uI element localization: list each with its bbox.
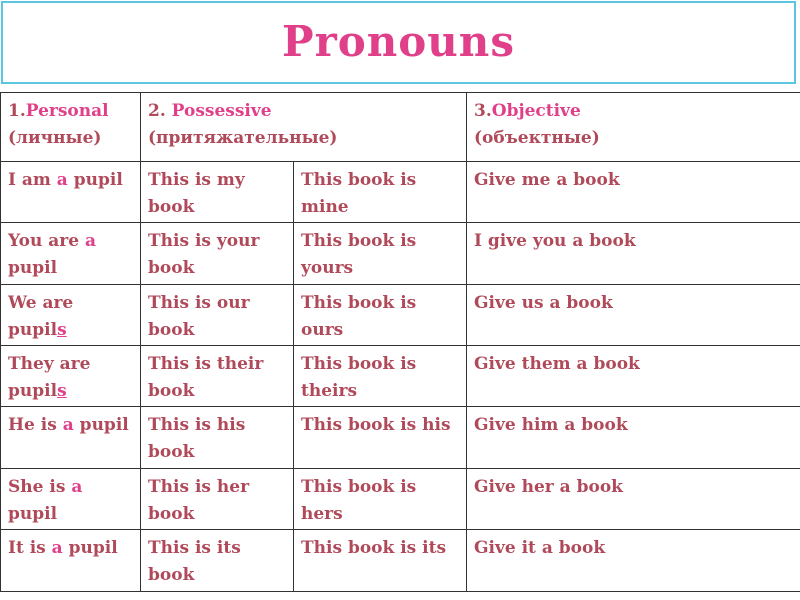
table-row: [1, 530, 800, 592]
personal-cell: [1, 284, 141, 345]
objective-cell: Give us a book: [467, 284, 800, 345]
header-objective-ru: (объектные): [474, 128, 600, 148]
personal-text: They are pupil: [8, 354, 91, 401]
possessive-pron-cell: This book is his: [294, 407, 467, 468]
header-possessive-ru: (притяжательные): [148, 128, 338, 148]
title-banner: [1, 1, 796, 84]
table-row: [1, 284, 800, 345]
header-personal-label: Personal: [25, 101, 109, 121]
possessive-adj-cell: This is your book: [141, 223, 294, 284]
personal-text-end: pupil: [8, 503, 58, 524]
header-personal: [1, 93, 141, 162]
personal-cell: [1, 346, 141, 407]
personal-cell: [1, 468, 141, 529]
personal-text-end: pupil: [8, 258, 58, 279]
article-highlight: a: [51, 538, 63, 559]
possessive-adj-cell: This is her book: [141, 468, 294, 529]
plural-suffix: s: [57, 381, 67, 401]
header-objective: [467, 93, 800, 162]
possessive-adj-cell: This is their book: [141, 346, 294, 407]
objective-cell: Give me a book: [467, 161, 800, 222]
article-highlight: a: [71, 476, 83, 497]
objective-cell: Give her a book: [467, 468, 800, 529]
possessive-adj-cell: This is our book: [141, 284, 294, 345]
personal-cell: [1, 407, 141, 468]
article-highlight: a: [56, 169, 68, 190]
possessive-pron-cell: This book is theirs: [294, 346, 467, 407]
header-personal-num: 1.: [8, 101, 26, 121]
personal-text-end: pupil: [73, 415, 129, 436]
header-possessive: [141, 93, 467, 162]
header-personal-ru: (личные): [8, 128, 102, 148]
personal-cell: [1, 161, 141, 222]
header-objective-num: 3.: [474, 101, 492, 121]
personal-text: She is: [8, 476, 72, 497]
objective-cell: Give him a book: [467, 407, 800, 468]
plural-suffix: s: [57, 319, 67, 340]
table-row: [1, 223, 800, 284]
table-row: [1, 407, 800, 468]
possessive-adj-cell: This is its book: [141, 530, 294, 592]
personal-text: It is: [8, 538, 52, 559]
table-row: [1, 161, 800, 222]
personal-text: We are pupil: [8, 292, 74, 340]
personal-text-end: pupil: [62, 538, 118, 559]
personal-text: You are: [8, 231, 85, 252]
pronouns-table: [0, 92, 800, 592]
header-possessive-num: 2.: [148, 101, 172, 121]
personal-cell: [1, 223, 141, 284]
header-row: [1, 93, 800, 162]
possessive-pron-cell: This book is ours: [294, 284, 467, 345]
article-highlight: a: [62, 415, 74, 436]
objective-cell: Give it a book: [467, 530, 800, 592]
possessive-adj-cell: This is my book: [141, 161, 294, 222]
page-title: Pronouns: [282, 17, 515, 66]
objective-cell: Give them a book: [467, 346, 800, 407]
personal-text-end: pupil: [67, 169, 123, 190]
header-objective-label: Objective: [491, 101, 581, 121]
header-possessive-label: Possessive: [171, 101, 272, 121]
personal-cell: [1, 530, 141, 592]
personal-text: He is: [8, 415, 63, 436]
table-row: [1, 346, 800, 407]
table-row: [1, 468, 800, 529]
possessive-pron-cell: This book is yours: [294, 223, 467, 284]
possessive-adj-cell: This is his book: [141, 407, 294, 468]
personal-text: I am: [8, 169, 57, 190]
article-highlight: a: [84, 231, 96, 252]
possessive-pron-cell: This book is hers: [294, 468, 467, 529]
possessive-pron-cell: This book is mine: [294, 161, 467, 222]
objective-cell: I give you a book: [467, 223, 800, 284]
possessive-pron-cell: This book is its: [294, 530, 467, 592]
